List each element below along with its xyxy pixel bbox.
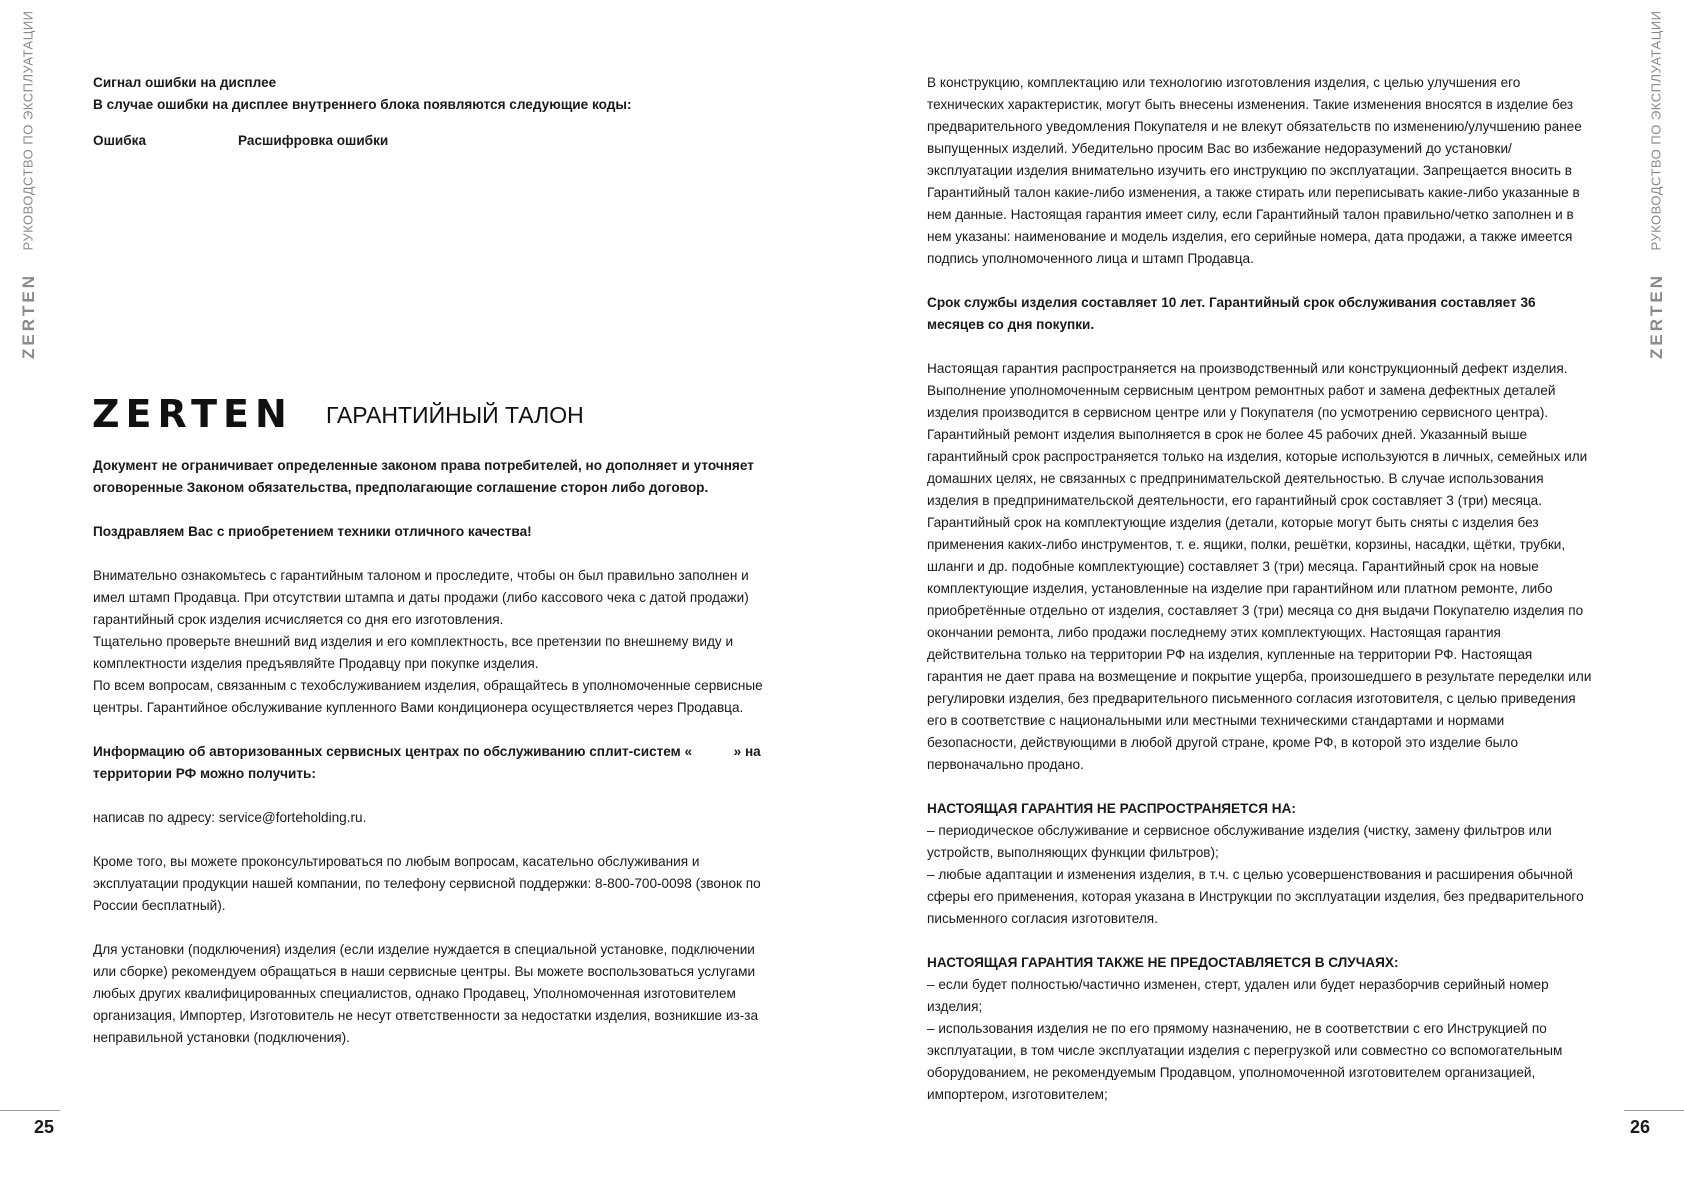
side-label-manual-right: РУКОВОДСТВО ПО ЭКСПЛУАТАЦИИ <box>1648 10 1664 251</box>
not-cover-item-2: – любые адаптации и изменения изделия, в т.ч. с целью усовершенствования и расширения обычной сферы его применения, которая указана в Инструкции по эксплуатации изделия, без предварительного письменного согласия изготовителя. <box>927 867 1584 926</box>
email-line: написав по адресу: service@forteholding.ru. <box>93 810 367 825</box>
page-number-rule-right <box>1624 1110 1684 1111</box>
right-body <box>927 72 1592 1106</box>
error-col-1: Ошибка <box>93 133 147 148</box>
error-section <box>93 72 753 116</box>
page-number-rule <box>0 1110 60 1111</box>
page-number: 25 <box>34 1117 55 1137</box>
cases-heading: НАСТОЯЩАЯ ГАРАНТИЯ ТАКЖЕ НЕ ПРЕДОСТАВЛЯЕТСЯ В СЛУЧАЯХ: <box>927 955 1399 970</box>
info-bold: Информацию об авторизованных сервисных центрах по обслуживанию сплит-систем « » на территории РФ можно получить: <box>93 744 765 781</box>
left-body <box>93 455 763 1049</box>
error-col-2: Расшифровка ошибки <box>238 133 389 148</box>
error-subheading: В случае ошибки на дисплее внутреннего блока появляются следующие коды: <box>93 97 632 112</box>
error-heading: Сигнал ошибки на дисплее <box>93 75 277 90</box>
page-number-right: 26 <box>1630 1117 1651 1137</box>
para-service: По всем вопросам, связанным с техобслуживанием изделия, обращайтесь в уполномоченные сервисные центры. Гарантийное обслуживание купленного Вами кондиционера осуществляется через Продавца. <box>93 678 763 715</box>
service-life-bold: Срок службы изделия составляет 10 лет. Гарантийный срок обслуживания составляет 36 месяцев со дня покупки. <box>927 295 1536 332</box>
install-para: Для установки (подключения) изделия (если изделие нуждается в специальной установке, подключении или сборке) рекомендуем обращаться в наши сервисные центры. Вы можете воспользоваться услугами любых других квалифицированных специалистов, однако Продавец, Уполномоченная изготовителем организация, Импортер, Изготовитель не несут ответственности за недостатки изделия, возникшие из-за неправильной установки (подключения). <box>93 942 759 1045</box>
side-label-brand-right: ZERTEN <box>1647 273 1666 359</box>
congrats-line: Поздравляем Вас с приобретением техники отличного качества! <box>93 524 532 539</box>
zerten-logo: ZERTEN <box>92 392 293 436</box>
para-fill-check: Внимательно ознакомьтесь с гарантийным талоном и проследите, чтобы он был правильно заполнен и имел штамп Продавца. При отсутствии штампа и даты продажи (либо кассового чека с датой продажи) гарантийный срок изделия исчисляется со дня его изготовления. <box>93 568 749 627</box>
intro-bold: Документ не ограничивает определенные законом права потребителей, но дополняет и уточняет оговоренные Законом обязательства, предполагающие соглашение сторон либо договор. <box>93 458 754 495</box>
para-changes: В конструкцию, комплектацию или технологию изготовления изделия, с целью улучшения его технических характеристик, могут быть внесены изменения. Такие изменения вносятся в изделие без предварительного уведомления Покупателя и не влекут обязательств по изменению/улучшению ранее выпущенных изделий. Убедительно просим Вас во избежание недоразумений до установки/эксплуатации изделия внимательно изучить его инструкцию по эксплуатации. Запрещается вносить в Гарантийный талон какие-либо изменения, а также стирать или переписывать какие-либо указанные в нем данные. Настоящая гарантия имеет силу, если Гарантийный талон правильно/четко заполнен и в нем указаны: наименование и модель изделия, его серийные номера, дата продажи, а также имеется подпись уполномоченного лица и штамп Продавца. <box>927 75 1582 266</box>
case-item-2: – использования изделия не по его прямому назначению, не в соответствии с его Инструкцией по эксплуатации, в том числе эксплуатации изделия с перегрузкой или совместно со вспомогательным оборудованием, не рекомендуемым Продавцом, уполномоченной изготовителем организацией, импортером, изготовителем; <box>927 1021 1563 1102</box>
para-coverage: Настоящая гарантия распространяется на производственный или конструкционный дефект изделия. Выполнение уполномоченным сервисным центром ремонтных работ и замена дефектных деталей изделия производится в сервисном центре или у Покупателя (по усмотрению сервисного центра). Гарантийный ремонт изделия выполняется в срок не более 45 рабочих дней. Указанный выше гарантийный срок распространяется только на изделия, которые используются в личных, семейных или домашних целях, не связанных с предпринимательской деятельностью. В случае использования изделия в предпринимательской деятельности, его гарантийный срок составляет 3 (три) месяца. Гарантийный срок на комплектующие изделия (детали, которые могут быть сняты с изделия без применения каких-либо инструментов, т. е. ящики, полки, решётки, корзины, насадки, щётки, трубки, шланги и др. подобные комплектующие) составляет 3 (три) месяца. Гарантийный срок на новые комплектующие изделия, установленные на изделие при гарантийном или платном ремонте, либо приобретённые отдельно от изделия, составляет 3 (три) месяца со дня выдачи Покупателю изделия по окончании ремонта, либо продажи последнему этих комплектующих. Настоящая гарантия действительна только на территории РФ на изделия, купленные на территории РФ. Настоящая гарантия не дает права на возмещение и покрытие ущерба, произошедшего в результате переделки или регулировки изделия, без предварительного письменного согласия изготовителя, с целью приведения его в соответствие с национальными или местными техническими стандартами и нормами безопасности, действующими в любой другой стране, кроме РФ, в которой это изделие было первоначально продано. <box>927 361 1592 772</box>
phone-para: Кроме того, вы можете проконсультироваться по любым вопросам, касательно обслуживания и эксплуатации продукции нашей компании, по телефону сервисной поддержки: 8-800-700-0098 (звонок по России бесплатный). <box>93 854 761 913</box>
side-label-brand: ZERTEN <box>19 273 38 359</box>
not-cover-heading: НАСТОЯЩАЯ ГАРАНТИЯ НЕ РАСПРОСТРАНЯЕТСЯ НА: <box>927 801 1296 816</box>
case-item-1: – если будет полностью/частично изменен, стерт, удален или будет неразборчив серийный номер изделия; <box>927 977 1549 1014</box>
right-page <box>842 0 1684 1191</box>
side-label-manual: РУКОВОДСТВО ПО ЭКСПЛУАТАЦИИ <box>20 10 36 251</box>
page-title: ГАРАНТИЙНЫЙ ТАЛОН <box>326 402 584 428</box>
not-cover-item-1: – периодическое обслуживание и сервисное обслуживание изделия (чистку, замену фильтров или устройств, выполняющих функции фильтров); <box>927 823 1552 860</box>
para-inspect: Тщательно проверьте внешний вид изделия и его комплектность, все претензии по внешнему виду и комплектности изделия предъявляйте Продавцу при покупке изделия. <box>93 634 734 671</box>
